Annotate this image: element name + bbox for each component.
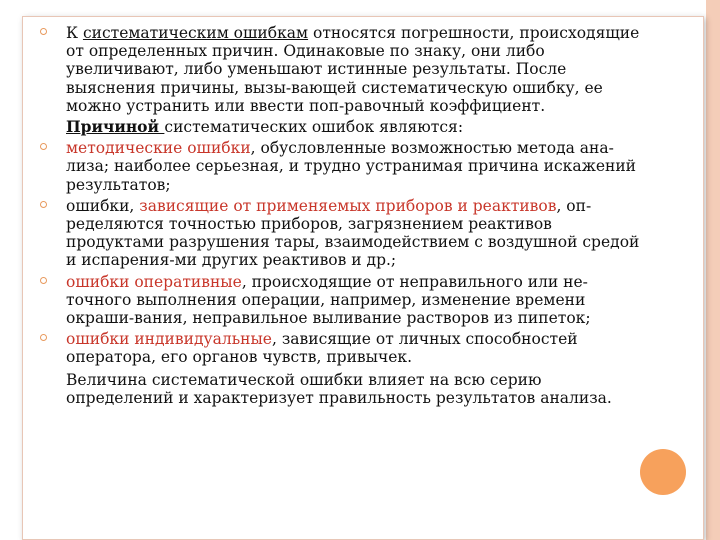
item-text: , оп-ределяются точностью приборов, загрязнением реактивов продуктами разрушения тары, взаимодействием с воздушной средой и испарения-ми других реактивов и др.; xyxy=(66,196,640,270)
bullet-icon xyxy=(40,143,47,150)
cause-line xyxy=(40,118,640,136)
item-text: , обусловленные возможностью метода ана-лиза; наиболее серьезная, и трудно устранимая причина искажений результатов; xyxy=(66,139,636,194)
slide-content xyxy=(40,24,640,410)
decorative-circle xyxy=(640,449,686,495)
list-item xyxy=(40,273,640,328)
intro-paragraph xyxy=(40,24,640,115)
bullet-icon xyxy=(40,334,47,341)
item-pre: ошибки, xyxy=(66,196,140,215)
bullet-icon xyxy=(40,28,47,35)
item-highlight: ошибки оперативные xyxy=(66,272,242,291)
list-item xyxy=(40,139,640,194)
list-item xyxy=(40,330,640,366)
item-highlight: зависящие от применяемых приборов и реактивов xyxy=(139,196,557,215)
item-highlight: методические ошибки xyxy=(66,139,251,158)
intro-prefix: К xyxy=(66,24,83,42)
decorative-stripe xyxy=(706,0,720,540)
item-highlight: ошибки индивидуальные xyxy=(66,330,272,349)
item-text: , зависящие от личных способностей оператора, его органов чувств, привычек. xyxy=(66,330,578,367)
cause-term: Причиной xyxy=(66,117,165,137)
intro-term: систематическим ошибкам xyxy=(82,24,309,42)
list-item xyxy=(40,197,640,270)
bullet-icon xyxy=(40,201,47,208)
intro-text: относятся погрешности, происходящие от определенных причин. Одинаковые по знаку, они либо увеличивают, либо уменьшают истинные результаты. После выяснения причины, вызы-вающей систематическую ошибку, ее можно устранить или ввести поп-равочный коэффициент. xyxy=(66,24,640,115)
bullet-icon xyxy=(40,277,47,284)
conclusion-paragraph: Величина систематической ошибки влияет на всю серию определений и характеризует правильность результатов анализа. xyxy=(66,370,612,407)
cause-text: систематических ошибок являются: xyxy=(164,118,464,137)
item-text: , происходящие от неправильного или не-точного выполнения операции, например, изменение времени окраши-вания, неправильное выливание растворов из пипеток; xyxy=(66,272,591,328)
